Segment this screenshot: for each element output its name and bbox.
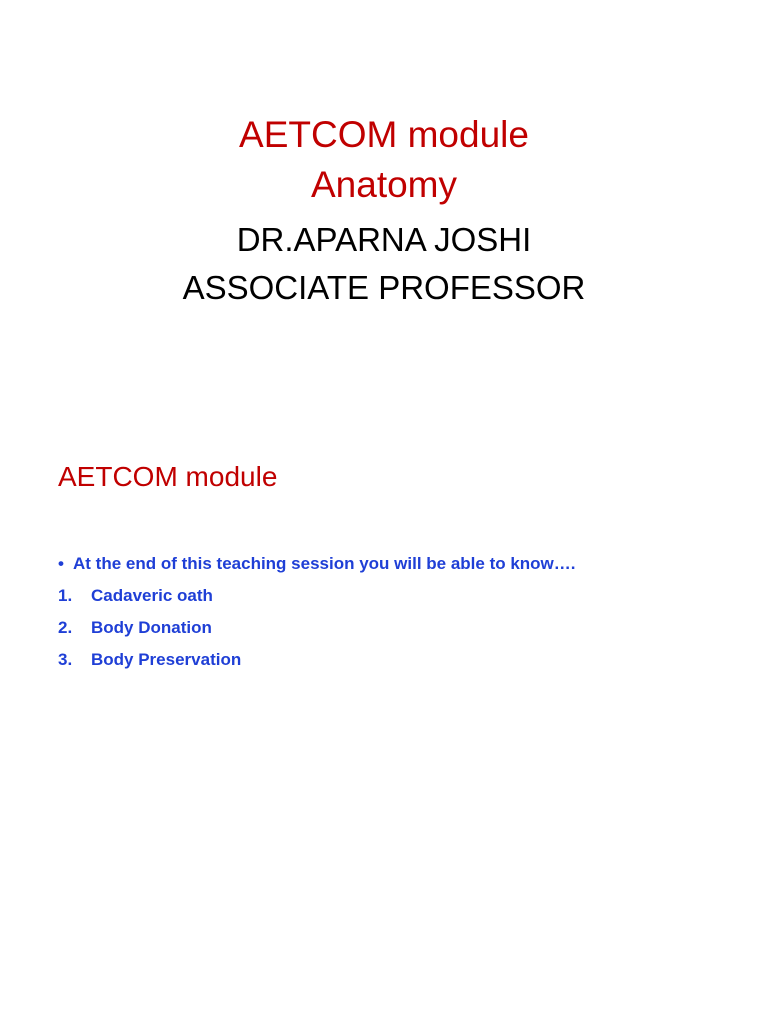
bullet-marker: • — [58, 554, 64, 573]
author-name: DR.APARNA JOSHI — [236, 221, 532, 258]
bullet-text: At the end of this teaching session you will be able to know…. — [73, 554, 576, 573]
list-item — [58, 612, 738, 644]
list-text: Body Preservation — [91, 650, 242, 669]
content-body — [58, 548, 738, 676]
list-number: 2. — [58, 618, 73, 637]
slide-subtitle: Anatomy — [310, 164, 457, 205]
list-item — [58, 580, 738, 612]
author-role: ASSOCIATE PROFESSOR — [182, 269, 586, 306]
content-heading: AETCOM module — [58, 461, 278, 492]
list-text: Cadaveric oath — [91, 586, 213, 605]
author-block — [0, 216, 768, 312]
list-number: 3. — [58, 650, 73, 669]
slide-title: AETCOM module — [239, 114, 529, 155]
title-slide — [0, 110, 768, 312]
list-number: 1. — [58, 586, 73, 605]
list-text: Body Donation — [91, 618, 212, 637]
bullet-item — [58, 548, 738, 580]
list-item — [58, 644, 738, 676]
